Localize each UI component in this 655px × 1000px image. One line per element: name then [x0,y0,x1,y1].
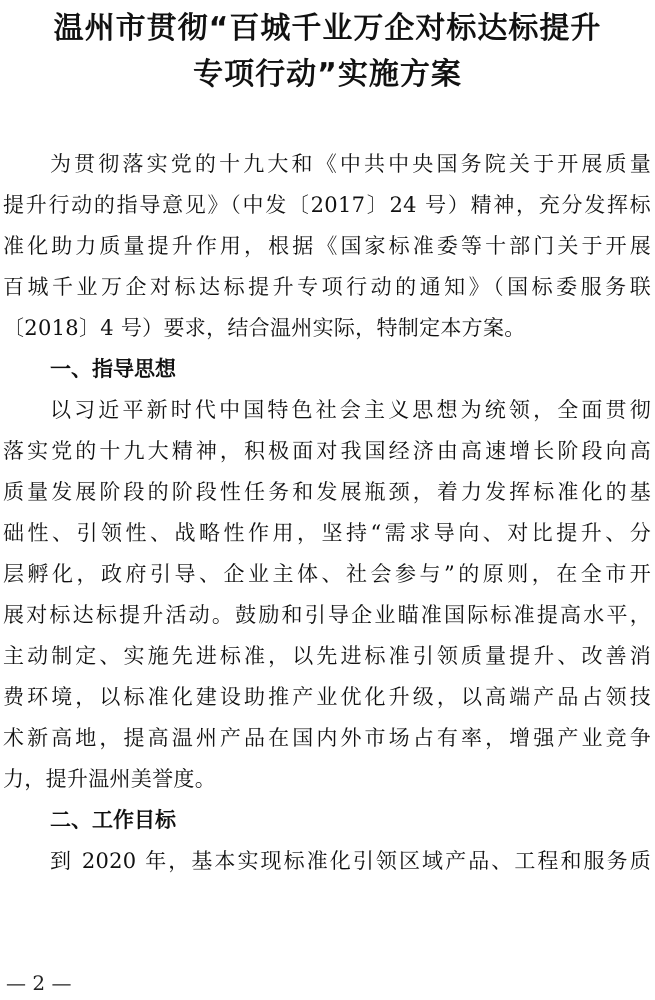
section-1-line-4: 础性、引领性、战略性作用，坚持“需求导向、对比提升、分 [3,521,651,545]
section-1-line-3: 质量发展阶段的阶段性任务和发展瓶颈，着力发挥标准化的基 [3,480,651,504]
intro-line-4: 百城千业万企对标达标提升专项行动的通知》（国标委服务联 [3,275,651,299]
intro-line-1: 为贯彻落实党的十九大和《中共中央国务院关于开展质量 [50,152,651,176]
section-1-line-9: 术新高地，提高温州产品在国内外市场占有率，增强产业竞争 [3,726,651,750]
section-1-line-1: 以习近平新时代中国特色社会主义思想为统领，全面贯彻 [50,398,651,422]
section-1-line-7: 主动制定、实施先进标准，以先进标准引领质量提升、改善消 [3,644,651,668]
intro-line-3: 准化助力质量提升作用，根据《国家标准委等十部门关于开展 [3,234,651,258]
intro-line-2: 提升行动的指导意见》（中发〔2017〕24 号）精神，充分发挥标 [3,193,651,217]
section-1-line-5: 层孵化，政府引导、企业主体、社会参与”的原则，在全市开 [3,562,651,586]
section-1-line-2: 落实党的十九大精神，积极面对我国经济由高速增长阶段向高 [3,439,651,463]
section-2-heading: 二、工作目标 [50,808,176,832]
intro-line-5: 〔2018〕4 号）要求，结合温州实际，特制定本方案。 [3,316,526,340]
section-1-line-10: 力，提升温州美誉度。 [3,767,216,791]
document-title-line-1: 温州市贯彻“百城千业万企对标达标提升 [53,11,602,46]
page-number: — 2 — [6,971,72,995]
section-1-line-6: 展对标达标提升活动。鼓励和引导企业瞄准国际标准提高水平， [3,603,651,627]
section-1-heading: 一、指导思想 [50,357,176,381]
section-2-line-1: 到 2020 年，基本实现标准化引领区域产品、工程和服务质 [50,849,651,873]
document-title-line-2: 专项行动”实施方案 [193,57,462,92]
section-1-line-8: 费环境，以标准化建设助推产业优化升级，以高端产品占领技 [3,685,651,709]
